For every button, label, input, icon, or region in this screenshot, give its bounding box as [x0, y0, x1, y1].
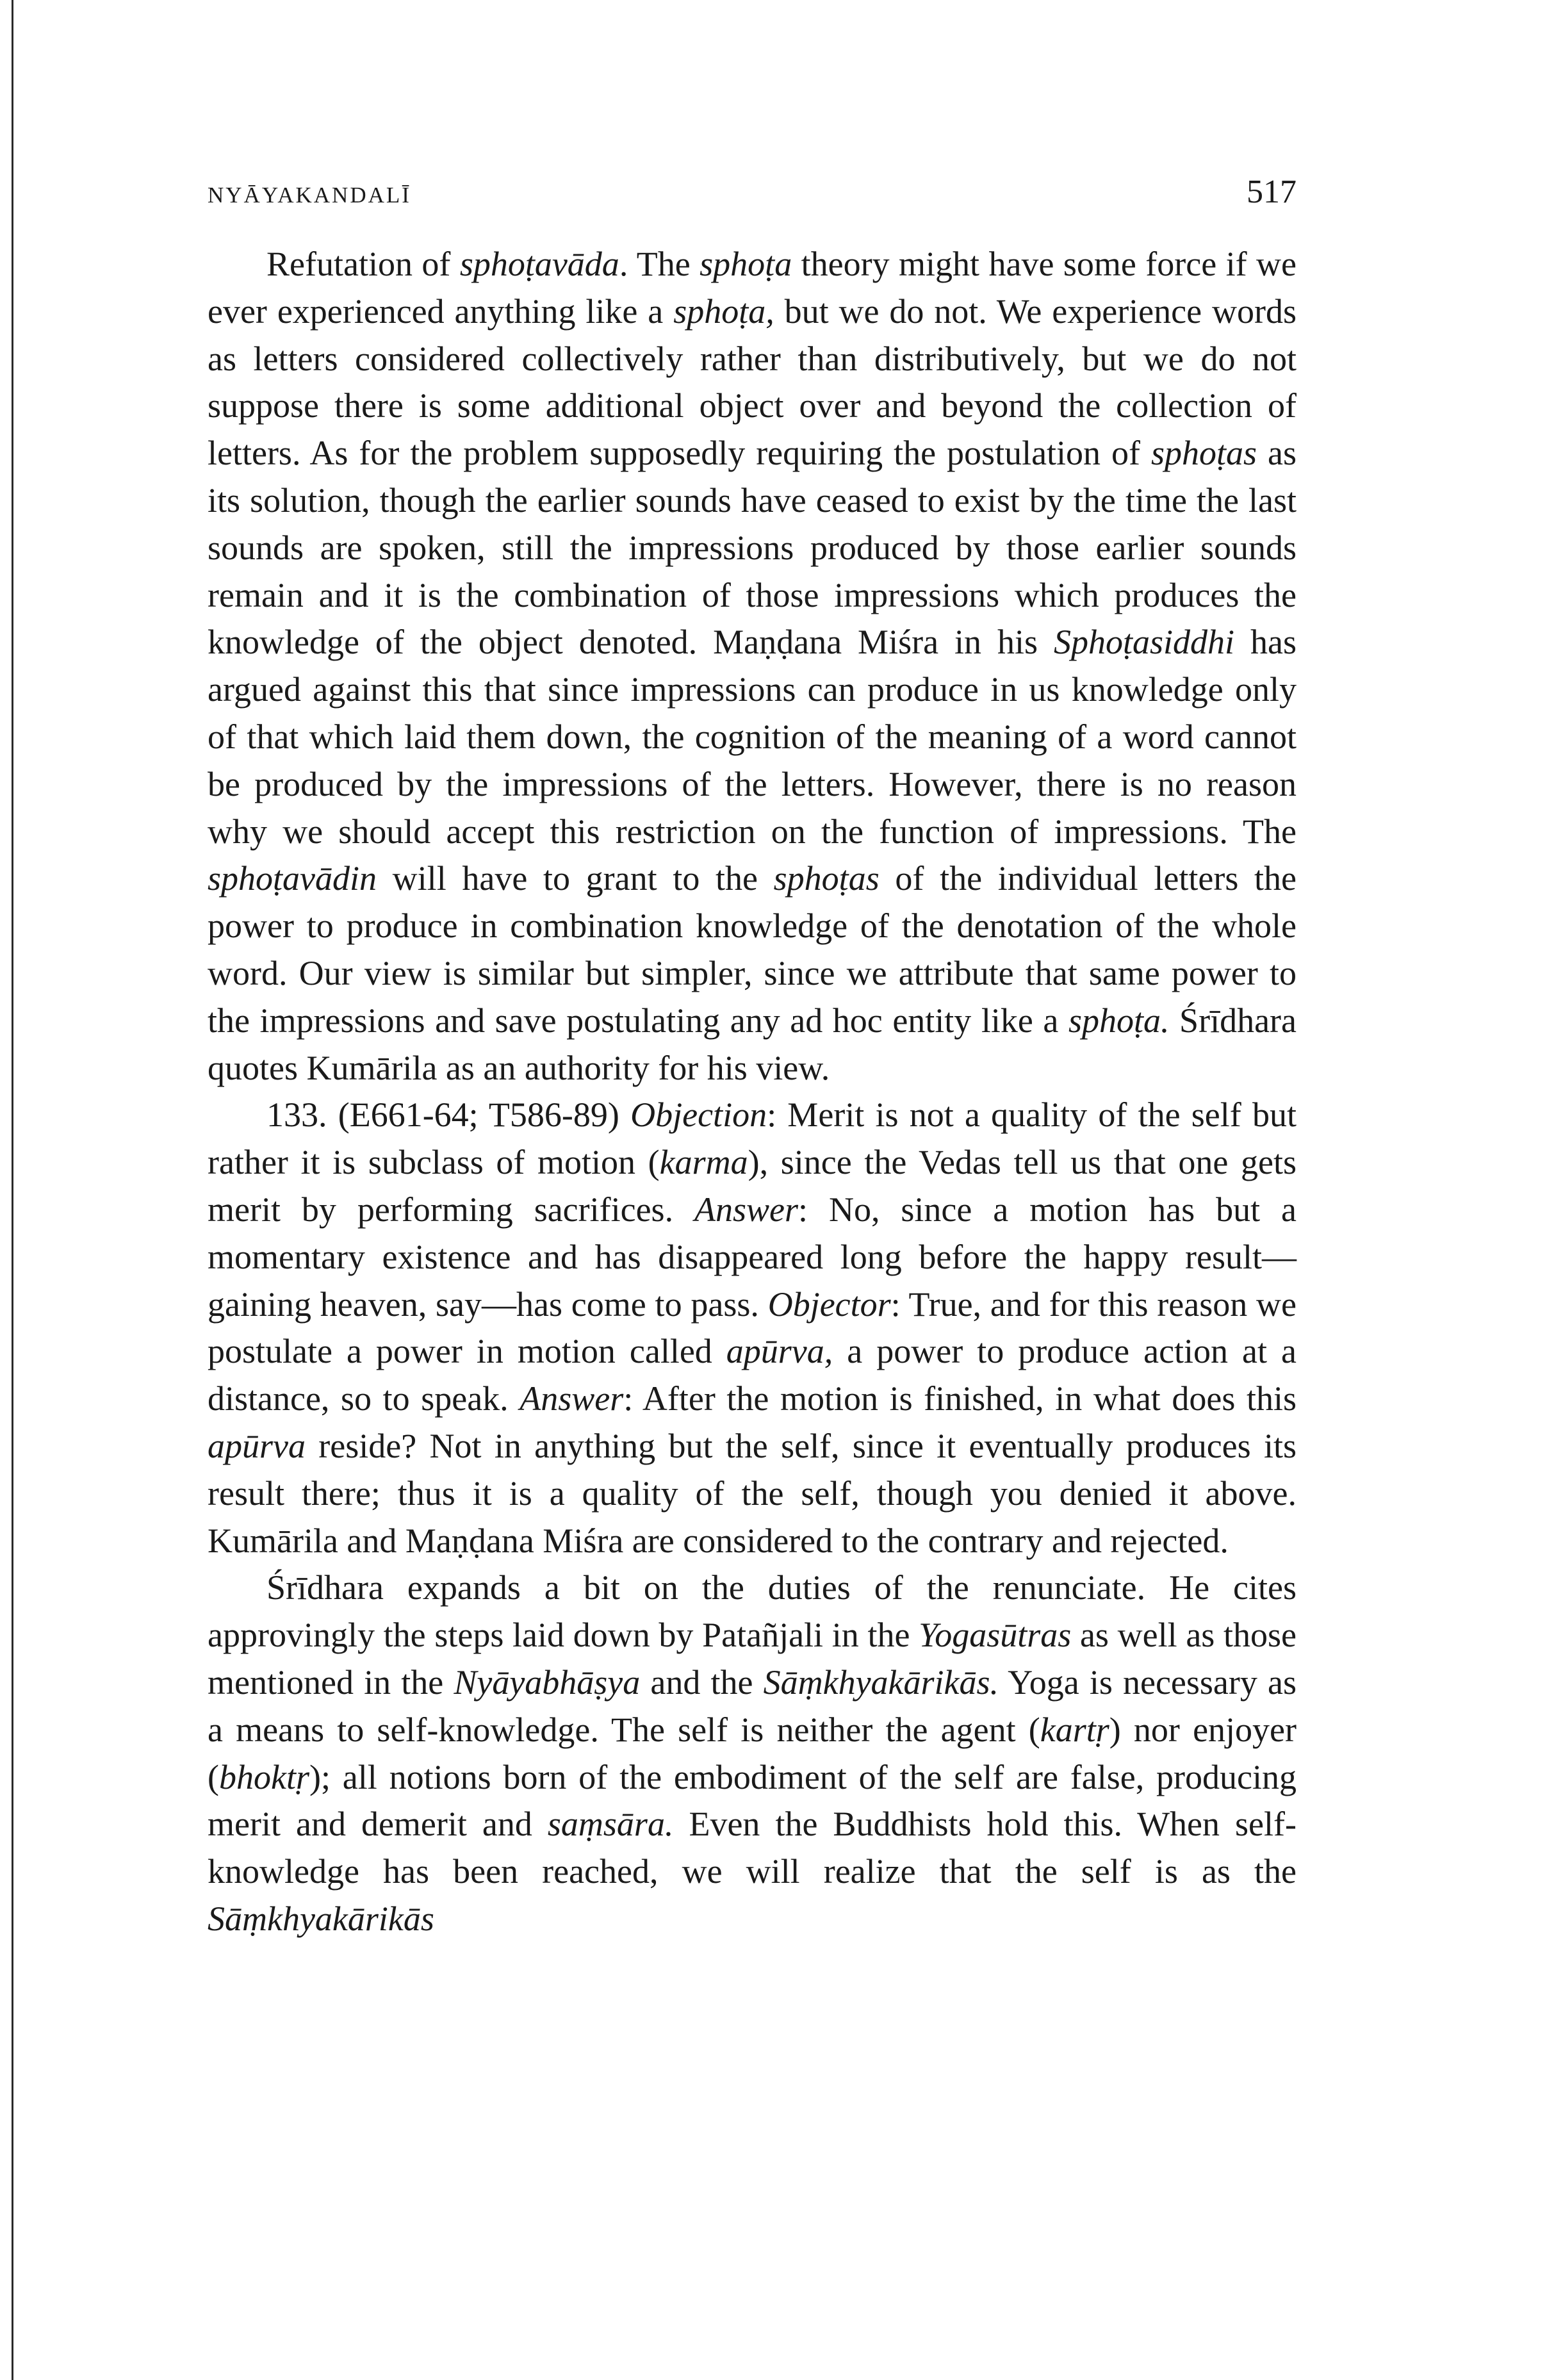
- italic-term: sphoṭa,: [673, 291, 774, 331]
- italic-term: Answer: [694, 1190, 799, 1229]
- text-run: a bit on the duties of the renunciate. He cites approvingly the steps laid down by Patañjali in the: [208, 1568, 1297, 1655]
- text-run: : True, and for this reason we postulate a power in motion called: [208, 1284, 1297, 1371]
- italic-term: Answer: [520, 1379, 624, 1418]
- italic-term: sphoṭavāda: [459, 245, 619, 283]
- paragraph-section-133: [208, 1092, 1297, 1564]
- text-run: and the: [640, 1662, 764, 1702]
- italic-term: Sāṃkhyakārikās: [208, 1899, 434, 1938]
- italic-term: Sphoṭasiddhi: [1054, 623, 1235, 662]
- text-run: ); all notions born of the embodiment of the self are false, producing merit and demerit and: [208, 1757, 1297, 1844]
- text-run: . The: [619, 245, 700, 283]
- text-run: : No, since a motion has but a momentary existence and has disappeared long before the happy result—gaining heaven, say—has come to pass.: [208, 1190, 1297, 1324]
- text-run: ) nor enjoyer (: [208, 1710, 1297, 1796]
- text-run: has argued against this that since impressions can produce in us knowledge only of that which laid them down, the cognition of the meaning of a word cannot be produced by the impressions of the letters. However, there is no reason why we should accept this restriction on the function of impressions. The: [208, 623, 1297, 851]
- paragraph-lead: Refutation of: [266, 245, 451, 283]
- page-number: 517: [1247, 174, 1297, 210]
- italic-term: sphoṭavādin: [208, 859, 377, 898]
- text-run: Yoga is necessary as a means to self-knowledge. The self is neither the agent (: [208, 1662, 1297, 1749]
- italic-term: saṃsāra.: [547, 1805, 674, 1844]
- paragraph-body: [208, 245, 1297, 1087]
- italic-term: Sāṃkhyakārikās.: [763, 1662, 999, 1702]
- text-run: : Merit is not a quality of the self but rather it is subclass of motion (: [208, 1096, 1297, 1182]
- page-header: [208, 173, 1297, 218]
- running-head: NYĀYAKANDALĪ: [208, 183, 411, 208]
- paragraph-sphota-refutation: [208, 241, 1297, 1092]
- italic-term: Nyāyabhāṣya: [454, 1662, 641, 1702]
- paragraph-lead: Śrīdhara expands: [266, 1568, 521, 1607]
- italic-term: Objection: [630, 1096, 767, 1135]
- paragraph-body: [208, 1096, 1297, 1559]
- text-run: : After the motion is finished, in what does this: [623, 1379, 1297, 1418]
- text-run: ), since the Vedas tell us that one gets merit by performing sacrifices.: [208, 1143, 1297, 1229]
- italic-term: apūrva: [208, 1426, 306, 1465]
- paragraph-lead: 133. (E661-64; T586-89): [266, 1096, 619, 1135]
- italic-term: Yogasūtras: [919, 1616, 1072, 1655]
- text-run: will have to grant to the: [377, 859, 774, 898]
- text-run: reside? Not in anything but the self, since it eventually produces its result there; thus it is a quality of the self, though you denied it above. Kumārila and Maṇḍana Miśra are considered to the contrary and rejected.: [208, 1426, 1297, 1560]
- paragraph-renunciate-duties: [208, 1564, 1297, 1942]
- italic-term: bhoktṛ: [218, 1757, 309, 1796]
- text-run: as its solution, though the earlier sounds have ceased to exist by the time the last sounds are spoken, still the impressions produced by those earlier sounds remain and it is the combination of those impressions which produces the knowledge of the object denoted. Maṇḍana Miśra in his: [208, 434, 1297, 662]
- paragraph-body: [208, 1568, 1297, 1938]
- scan-margin-rule: [12, 0, 13, 2380]
- text-run: theory might have some force if we ever experienced anything like a: [208, 245, 1297, 331]
- italic-term: sphoṭas: [1150, 434, 1257, 473]
- italic-term: sphoṭas: [773, 859, 880, 898]
- book-page: [208, 173, 1297, 1943]
- text-run: of the individual letters the power to produce in combination knowledge of the denotation of the whole word. Our view is similar but simpler, since we attribute that same power to the impressions and save postulating any ad hoc entity like a: [208, 859, 1297, 1040]
- text-run: Even the Buddhists hold this. When self-knowledge has been reached, we will realize that the self is as the: [208, 1805, 1297, 1891]
- italic-term: karma: [659, 1143, 748, 1182]
- italic-term: Objector: [767, 1284, 891, 1324]
- text-run: as well as those mentioned in the: [208, 1616, 1297, 1702]
- italic-term: sphoṭa: [700, 245, 792, 283]
- text-run: a power to produce action at a distance, so to speak.: [208, 1332, 1297, 1418]
- italic-term: apūrva,: [726, 1332, 833, 1371]
- text-run: but we do not. We experience words as letters considered collectively rather than distributively, but we do not suppose there is some additional object over and beyond the collection of letters. As for the problem supposedly requiring the postulation of: [208, 291, 1297, 473]
- italic-term: kartṛ: [1040, 1710, 1109, 1749]
- text-run: Śrīdhara quotes Kumārila as an authority for his view.: [208, 1001, 1297, 1087]
- italic-term: sphoṭa.: [1068, 1001, 1170, 1040]
